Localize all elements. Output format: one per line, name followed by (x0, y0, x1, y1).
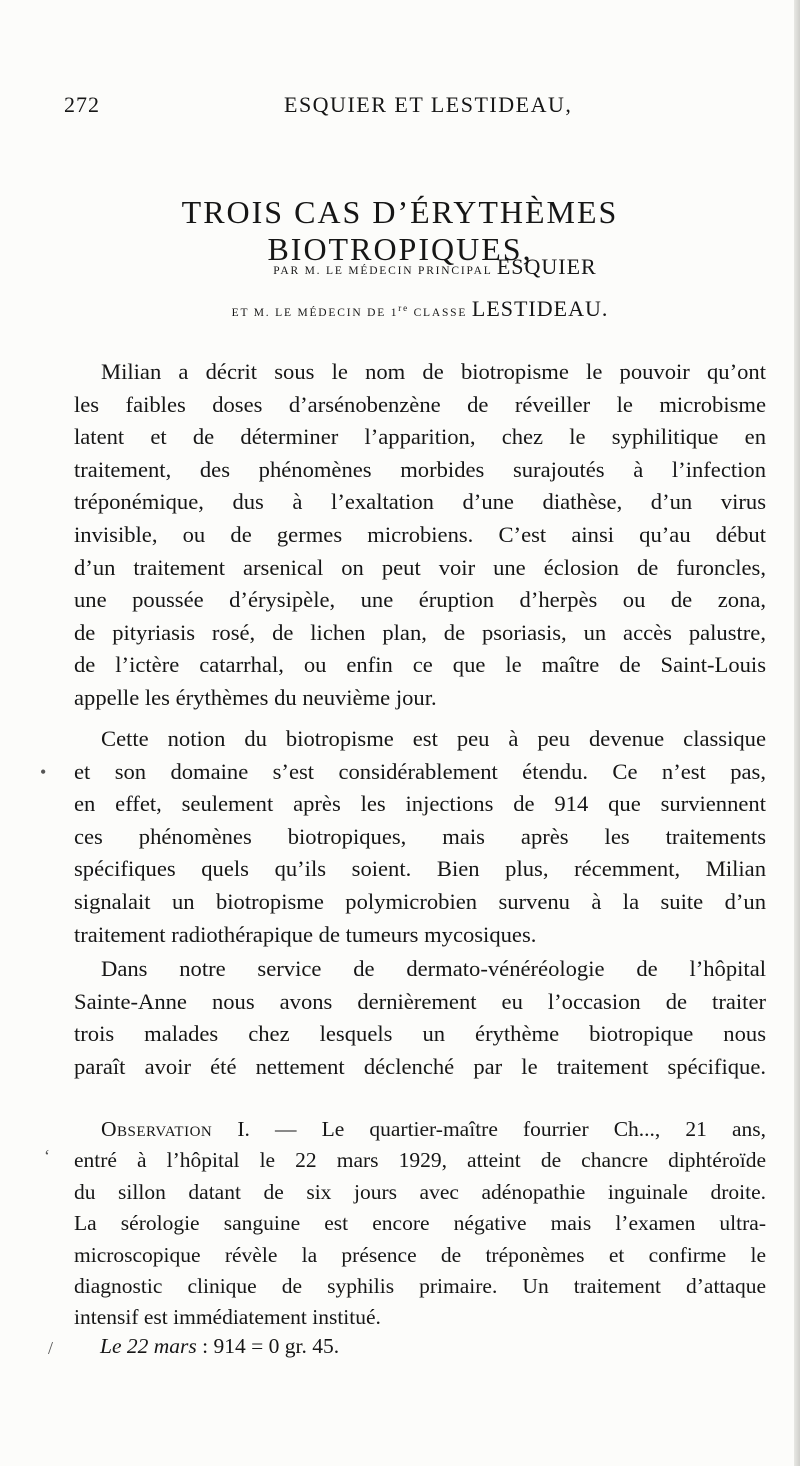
margin-mark: ‘ (44, 1146, 50, 1166)
running-header (64, 92, 740, 126)
text-line: appelle les érythèmes du neuvième jour. (74, 684, 437, 710)
byline-superscript: re (398, 303, 409, 314)
text-line: diagnostic clinique de syphilis primaire. Un traitement d’attaque (74, 1274, 766, 1299)
page-edge-shadow (794, 0, 800, 1466)
author-name: ESQUIER (496, 254, 597, 279)
text-line: Milian a décrit sous le nom de biotropisme le pouvoir qu’ont (101, 359, 766, 384)
byline-prefix: PAR M. LE MÉDECIN PRINCIPAL (273, 265, 493, 277)
text-line: les faibles doses d’arsénobenzène de réveiller le microbisme (74, 391, 766, 417)
observation-text: — Le quartier-maître fourrier Ch..., 21 ans, (275, 1117, 767, 1141)
text-line: invisible, ou de germes microbiens. C’est ainsi qu’au début (74, 521, 766, 547)
text-line: une poussée d’érysipèle, une éruption d’herpès ou de zona, (74, 587, 766, 613)
text-line: microscopique révèle la présence de tréponèmes et confirme le (74, 1242, 766, 1267)
text-line: en effet, seulement après les injections de 914 que surviennent (74, 791, 766, 817)
paragraph-2 (74, 723, 766, 951)
byline-prefix: ET M. LE MÉDECIN DE 1 (231, 307, 399, 319)
byline-first-author (130, 254, 740, 280)
text-line: La sérologie sanguine est encore négative mais l’examen ultra- (74, 1211, 766, 1236)
text-line: d’un traitement arsenical on peut voir une éclosion de furoncles, (74, 554, 766, 580)
text-line: traitement, des phénomènes morbides surajoutés à l’infection (74, 456, 766, 482)
paragraph-1 (74, 356, 766, 715)
observation-heading: Observation (101, 1117, 213, 1141)
text-line: Cette notion du biotropisme est peu à peu devenue classique (101, 726, 766, 751)
text-line: et son domaine s’est considérablement étendu. Ce n’est pas, (74, 758, 766, 784)
paragraph-3 (74, 953, 766, 1083)
text-line (74, 1114, 766, 1145)
text-line: Sainte-Anne nous avons dernièrement eu l’occasion de traiter (74, 988, 766, 1014)
text-line: paraît avoir été nettement déclenché par le traitement spécifique. (74, 1053, 766, 1079)
byline-class: CLASSE (413, 307, 468, 319)
margin-slash: / (48, 1338, 54, 1358)
margin-dot: • (40, 762, 47, 782)
byline-second-author (100, 296, 740, 322)
text-line: entré à l’hôpital le 22 mars 1929, atteint de chancre diphtéroïde (74, 1148, 766, 1173)
text-line: ces phénomènes biotropiques, mais après les traitements (74, 823, 766, 849)
dose-date: Le 22 mars (100, 1334, 197, 1358)
dose-value: : 914 = 0 gr. 45. (202, 1334, 340, 1358)
author-name: LESTIDEAU. (471, 296, 609, 321)
text-line: Dans notre service de dermato-vénéréologie de l’hôpital (101, 956, 766, 981)
text-line: spécifiques quels qu’ils soient. Bien plus, récemment, Milian (74, 856, 766, 882)
page-number: 272 (64, 92, 100, 117)
text-line: trois malades chez lesquels un érythème biotropique nous (74, 1021, 766, 1047)
text-line: tréponémique, dus à l’exaltation d’une diathèse, d’un virus (74, 489, 766, 515)
text-line: intensif est immédiatement institué. (74, 1305, 381, 1330)
observation-1 (74, 1114, 766, 1334)
text-line: de pityriasis rosé, de lichen plan, de psoriasis, un accès palustre, (74, 619, 766, 645)
text-line: traitement radiothérapique de tumeurs mycosiques. (74, 921, 537, 947)
article-title: TROIS CAS D’ÉRYTHÈMES BIOTROPIQUES, (181, 194, 619, 267)
text-line: du sillon datant de six jours avec adénopathie inguinale droite. (74, 1179, 766, 1204)
text-line: de l’ictère catarrhal, ou enfin ce que le maître de Saint-Louis (74, 652, 766, 678)
text-line: latent et de déterminer l’apparition, chez le syphilitique en (74, 424, 766, 450)
dose-line (100, 1334, 339, 1359)
running-title: ESQUIER ET LESTIDEAU, (284, 92, 573, 117)
text-line: signalait un biotropisme polymicrobien survenu à la suite d’un (74, 888, 766, 914)
observation-number: I. (237, 1117, 250, 1141)
